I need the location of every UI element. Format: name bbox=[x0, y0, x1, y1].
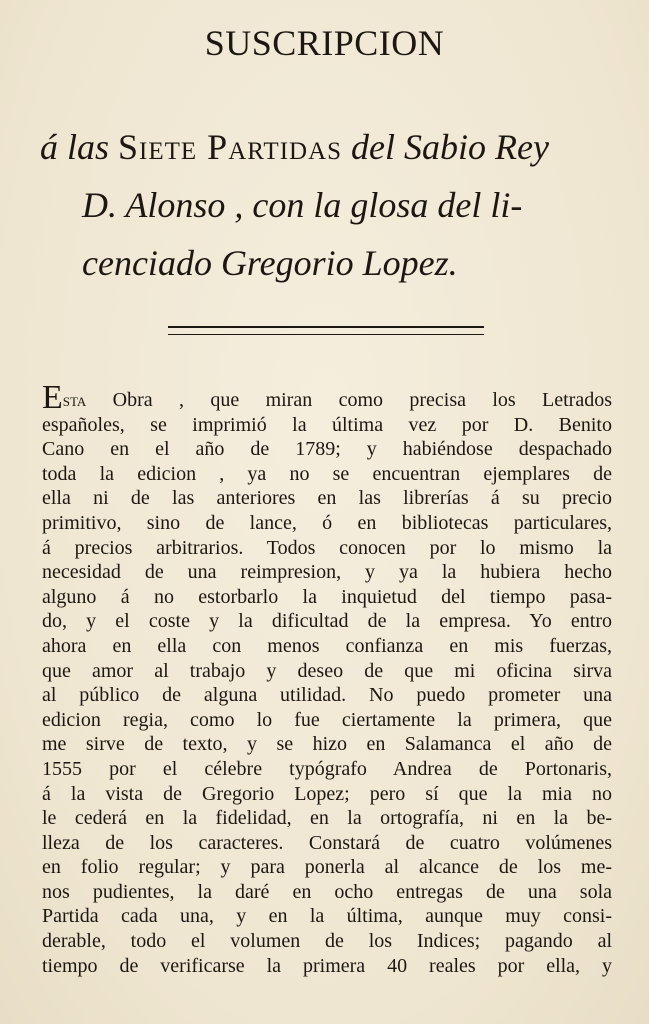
subtitle-line-1-pre: á las bbox=[40, 127, 119, 167]
body-line-0-text: Obra , que miran como precisa los Letrados bbox=[86, 389, 612, 411]
body-line: le cederá en la fidelidad, en la ortografía, ni en la be- bbox=[42, 807, 612, 830]
subtitle-line-1-smallcaps: Siete Partidas bbox=[118, 127, 343, 167]
page-title: SUSCRIPCION bbox=[204, 23, 445, 63]
body-line: ella ni de las anteriores en las librerías á su precio bbox=[42, 487, 612, 510]
body-line: me sirve de texto, y se hizo en Salamanca el año de bbox=[42, 733, 612, 756]
body-line: do, y el coste y la dificultad de la empresa. Yo entro bbox=[42, 610, 612, 633]
body-line: Cano en el año de 1789; y habiéndose despachado bbox=[42, 438, 612, 461]
body-line: lleza de los caracteres. Constará de cuatro volúmenes bbox=[42, 831, 612, 854]
subtitle-line-1-post: del Sabio Rey bbox=[342, 127, 549, 167]
body-line: primitivo, sino de lance, ó en bibliotecas particulares, bbox=[42, 511, 612, 534]
subtitle-line-3: cenciado Gregorio Lopez. bbox=[82, 243, 458, 283]
body-line: á precios arbitrarios. Todos conocen por lo mismo la bbox=[42, 536, 612, 559]
body-line: necesidad de una reimpresion, y ya la hubiera hecho bbox=[42, 561, 612, 584]
body-line: 1555 por el célebre typógrafo Andrea de Portonaris, bbox=[42, 757, 612, 780]
body-line: edicion regia, como lo fue ciertamente la primera, que bbox=[42, 708, 612, 731]
body-line: Partida cada una, y en la última, aunque muy consi- bbox=[42, 905, 612, 928]
body-line: al público de alguna utilidad. No puedo prometer una bbox=[42, 684, 612, 707]
body-line: que amor al trabajo y deseo de que mi oficina sirva bbox=[42, 659, 612, 682]
body-line-0 bbox=[42, 379, 612, 416]
subtitle-line-1 bbox=[40, 118, 620, 176]
subtitle-line-2: D. Alonso , con la glosa del li- bbox=[82, 185, 523, 225]
subtitle bbox=[40, 118, 620, 292]
body-paragraph bbox=[42, 379, 612, 978]
body-line: derable, todo el volumen de los Indices; pagando al bbox=[42, 930, 612, 953]
first-word-rest: sta bbox=[62, 390, 87, 410]
body-line: nos pudientes, la daré en ocho entregas de una sola bbox=[42, 880, 612, 903]
drop-cap: E bbox=[42, 379, 63, 416]
body-line: ahora en ella con menos confianza en mis fuerzas, bbox=[42, 634, 612, 657]
body-line: toda la edicion , ya no se encuentran ejemplares de bbox=[42, 462, 612, 485]
body-line: á la vista de Gregorio Lopez; pero sí que la mia no bbox=[42, 782, 612, 805]
body-line: tiempo de verificarse la primera 40 reales por ella, y bbox=[42, 954, 612, 977]
section-rule bbox=[168, 326, 484, 335]
body-line: alguno á no estorbarlo la inquietud del tiempo pasa- bbox=[42, 585, 612, 608]
body-line: españoles, se imprimió la última vez por D. Benito bbox=[42, 413, 612, 436]
body-line: en folio regular; y para ponerla al alcance de los me- bbox=[42, 856, 612, 879]
